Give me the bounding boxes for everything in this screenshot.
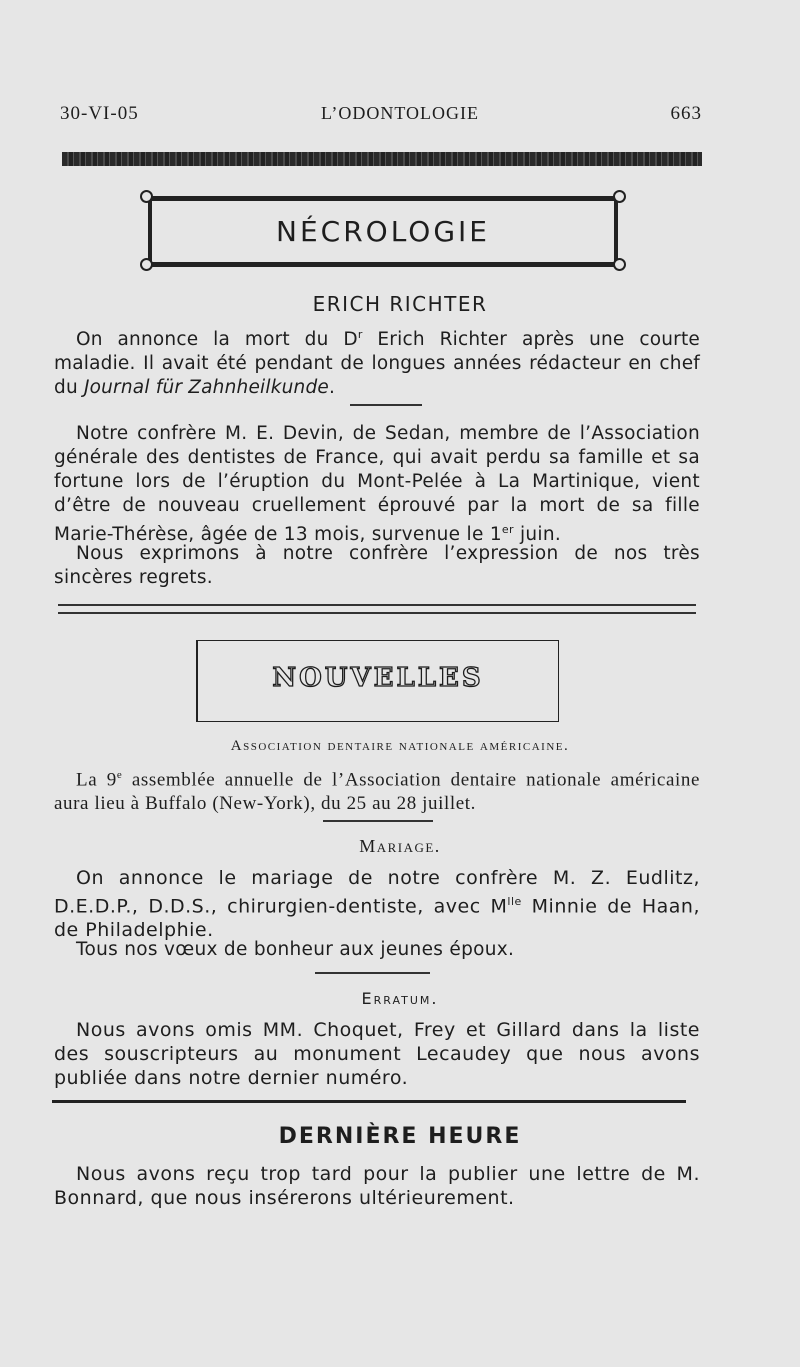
erratum-heading: Erratum. bbox=[361, 989, 439, 1008]
necrologie-title: NÉCROLOGIE bbox=[276, 215, 490, 248]
derniere-heure-title: DERNIÈRE HEURE bbox=[278, 1124, 522, 1149]
obituary-paragraph-1: On annonce la mort du $D^r$ Erich Richter après une courte maladie. Il avait été pendant de longues années rédacteur en chef du Journal für Zahnheilkunde. bbox=[54, 328, 700, 399]
journal-title: L’ODONTOLOGIE bbox=[321, 103, 479, 123]
page-number: 663 bbox=[670, 103, 702, 124]
obituary-paragraph-3: Nous exprimons à notre confrère l’expression de nos très sincères regrets. bbox=[54, 543, 700, 588]
mariage-paragraph: On annonce le mariage de notre confrère M. Z. Eudlitz, D.E.D.P., D.D.S., chirurgien-dentiste, avec $M^{lle}$ Minnie de Haan, de Philadelphie. bbox=[54, 867, 700, 942]
erratum-paragraph: Nous avons omis MM. Choquet, Frey et Gillard dans la liste des souscripteurs au monument Lecaudey que nous avons publiée dans notre dernier numéro. bbox=[54, 1019, 700, 1089]
mariage-wishes: Tous nos vœux de bonheur aux jeunes époux. bbox=[76, 939, 515, 960]
page-date: 30-VI-05 bbox=[60, 103, 139, 124]
assoc-heading: Association dentaire nationale américaine. bbox=[230, 738, 570, 754]
nouvelles-title: NOUVELLES bbox=[272, 663, 484, 693]
double-rule bbox=[58, 604, 696, 614]
ornamental-bar bbox=[62, 152, 702, 166]
nouvelles-title-box bbox=[196, 640, 559, 722]
assoc-paragraph: La 9e assemblée annuelle de l’Association dentaire nationale américaine aura lieu à Buffalo (New-York), du 25 au 28 juillet. bbox=[54, 769, 700, 815]
heavy-rule bbox=[52, 1100, 686, 1103]
separator-rule bbox=[315, 972, 430, 974]
derniere-heure-paragraph: Nous avons reçu trop tard pour la publier une lettre de M. Bonnard, que nous insérerons ultérieurement. bbox=[54, 1163, 700, 1209]
obituary-subtitle: ERICH RICHTER bbox=[312, 292, 488, 316]
separator-rule bbox=[323, 820, 433, 822]
separator-rule bbox=[350, 404, 422, 406]
necrologie-title-box bbox=[140, 184, 626, 274]
obituary-paragraph-2: Notre confrère M. E. Devin, de Sedan, membre de l’Association générale des dentistes de France, qui avait perdu sa famille et sa fortune lors de l’éruption du Mont-Pelée à La Martinique, vient d’être de nouveau cruellement éprouvé par la mort de sa fille Marie-Thérèse, âgée de 13 mois, survenue le 1er juin. bbox=[54, 423, 700, 546]
mariage-heading: Mariage. bbox=[359, 836, 441, 856]
